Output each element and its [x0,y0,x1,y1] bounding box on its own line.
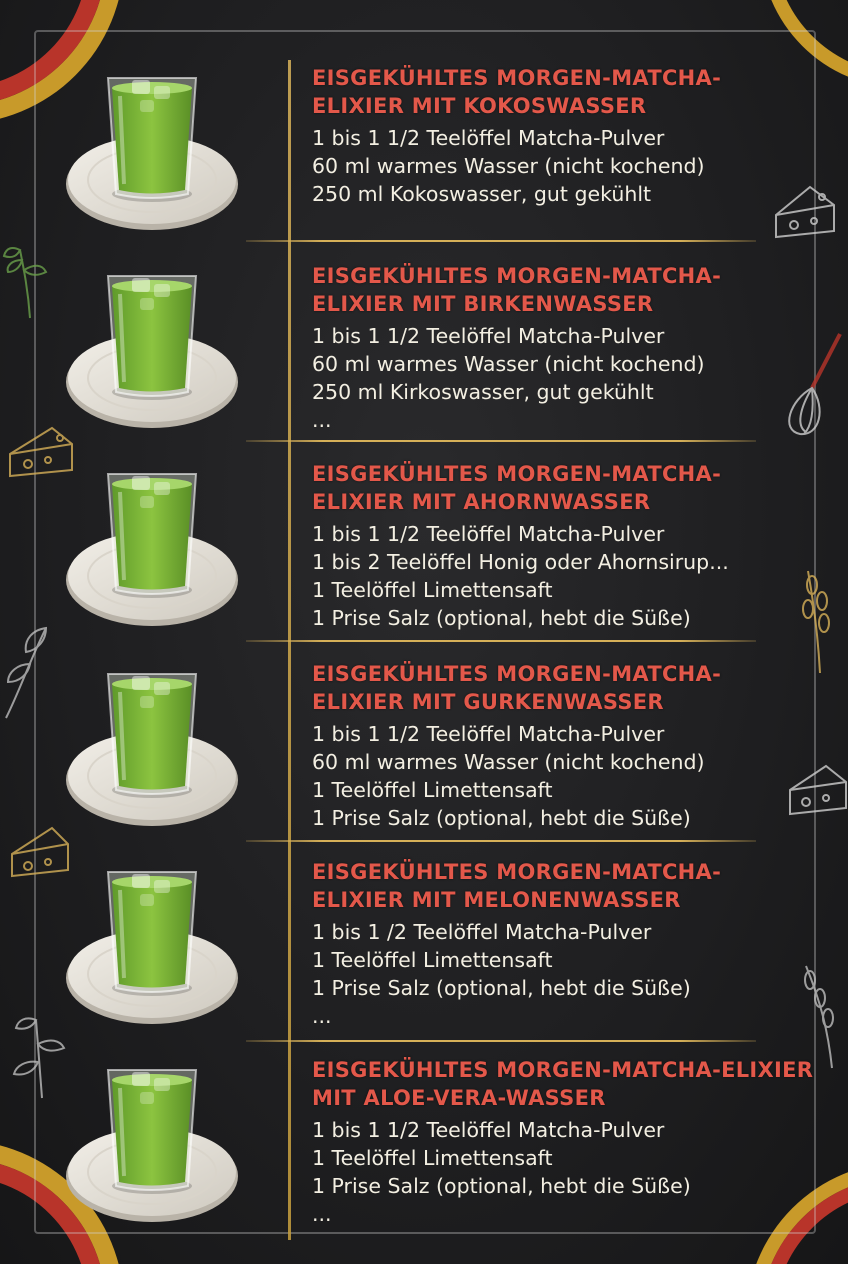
ingredient-item: 1 bis 1 1/2 Teelöffel Matcha-Pulver [312,522,665,546]
recipe-title-line: EISGEKÜHLTES MORGEN-MATCHA- [312,860,722,884]
ingredient-item: 1 Teelöffel Limettensaft [312,948,553,972]
recipe-card [0,262,848,460]
ingredient-item: 250 ml Kirkoswasser, gut gekühlt [312,380,654,404]
ingredient-item: 1 bis 2 Teelöffel Honig oder Ahornsirup... [312,550,729,574]
recipe-card [0,64,848,262]
recipe-card [0,460,848,658]
drink-glass-icon [66,1058,240,1228]
drink-glass-icon [66,462,240,632]
recipe-text [312,1056,837,1228]
recipe-text [312,858,837,1030]
ingredient-item: 60 ml warmes Wasser (nicht kochend) [312,154,705,178]
recipe-title [312,858,837,914]
recipe-title [312,64,837,120]
recipe-title-line: MIT ALOE-VERA-WASSER [312,1086,606,1110]
recipe-title-line: ELIXIER MIT MELONENWASSER [312,888,681,912]
ingredient-item: 1 Prise Salz (optional, hebt die Süße) [312,806,691,830]
drink-glass-icon [66,662,240,832]
recipe-title [312,262,837,318]
ingredient-list [312,918,837,1030]
ingredient-list [312,1116,837,1228]
ingredient-list [312,322,837,434]
ingredient-item: 1 Prise Salz (optional, hebt die Süße) [312,976,691,1000]
ingredient-item: 60 ml warmes Wasser (nicht kochend) [312,352,705,376]
recipe-title-line: EISGEKÜHLTES MORGEN-MATCHA- [312,66,722,90]
recipe-title [312,1056,837,1112]
recipe-title-line: EISGEKÜHLTES MORGEN-MATCHA- [312,462,722,486]
recipe-title-line: ELIXIER MIT AHORNWASSER [312,490,651,514]
ingredient-item: 1 Teelöffel Limettensaft [312,578,553,602]
drink-glass-icon [66,264,240,434]
drink-glass-icon [66,66,240,236]
ingredient-item: 1 bis 1 1/2 Teelöffel Matcha-Pulver [312,1118,665,1142]
ingredient-item: 1 Teelöffel Limettensaft [312,778,553,802]
recipe-title-line: ELIXIER MIT BIRKENWASSER [312,292,654,316]
ingredient-list [312,520,837,632]
recipe-text [312,64,837,208]
recipe-card [0,858,848,1056]
ingredient-item: 1 bis 1 1/2 Teelöffel Matcha-Pulver [312,126,665,150]
ingredient-item: ... [312,408,332,432]
ingredient-item: 1 Teelöffel Limettensaft [312,1146,553,1170]
recipe-card [0,1056,848,1254]
recipe-title-line: ELIXIER MIT KOKOSWASSER [312,94,647,118]
recipe-title-line: ELIXIER MIT GURKENWASSER [312,690,664,714]
ingredient-item: 60 ml warmes Wasser (nicht kochend) [312,750,705,774]
recipe-title [312,460,837,516]
ingredient-list [312,124,837,208]
drink-glass-icon [66,860,240,1030]
ingredient-item: 1 Prise Salz (optional, hebt die Süße) [312,606,691,630]
recipe-text [312,262,837,434]
recipe-card [0,660,848,858]
ingredient-item: 1 Prise Salz (optional, hebt die Süße) [312,1174,691,1198]
recipe-title-line: EISGEKÜHLTES MORGEN-MATCHA- [312,662,722,686]
ingredient-item: 1 bis 1 1/2 Teelöffel Matcha-Pulver [312,722,665,746]
recipe-title [312,660,837,716]
recipe-title-line: EISGEKÜHLTES MORGEN-MATCHA-ELIXIER [312,1058,814,1082]
ingredient-item: 250 ml Kokoswasser, gut gekühlt [312,182,652,206]
ingredient-item: ... [312,1004,332,1028]
recipe-title-line: EISGEKÜHLTES MORGEN-MATCHA- [312,264,722,288]
ingredient-list [312,720,837,832]
recipe-text [312,660,837,832]
ingredient-item: 1 bis 1 /2 Teelöffel Matcha-Pulver [312,920,652,944]
ingredient-item: 1 bis 1 1/2 Teelöffel Matcha-Pulver [312,324,665,348]
recipe-text [312,460,837,632]
ingredient-item: ... [312,1202,332,1226]
